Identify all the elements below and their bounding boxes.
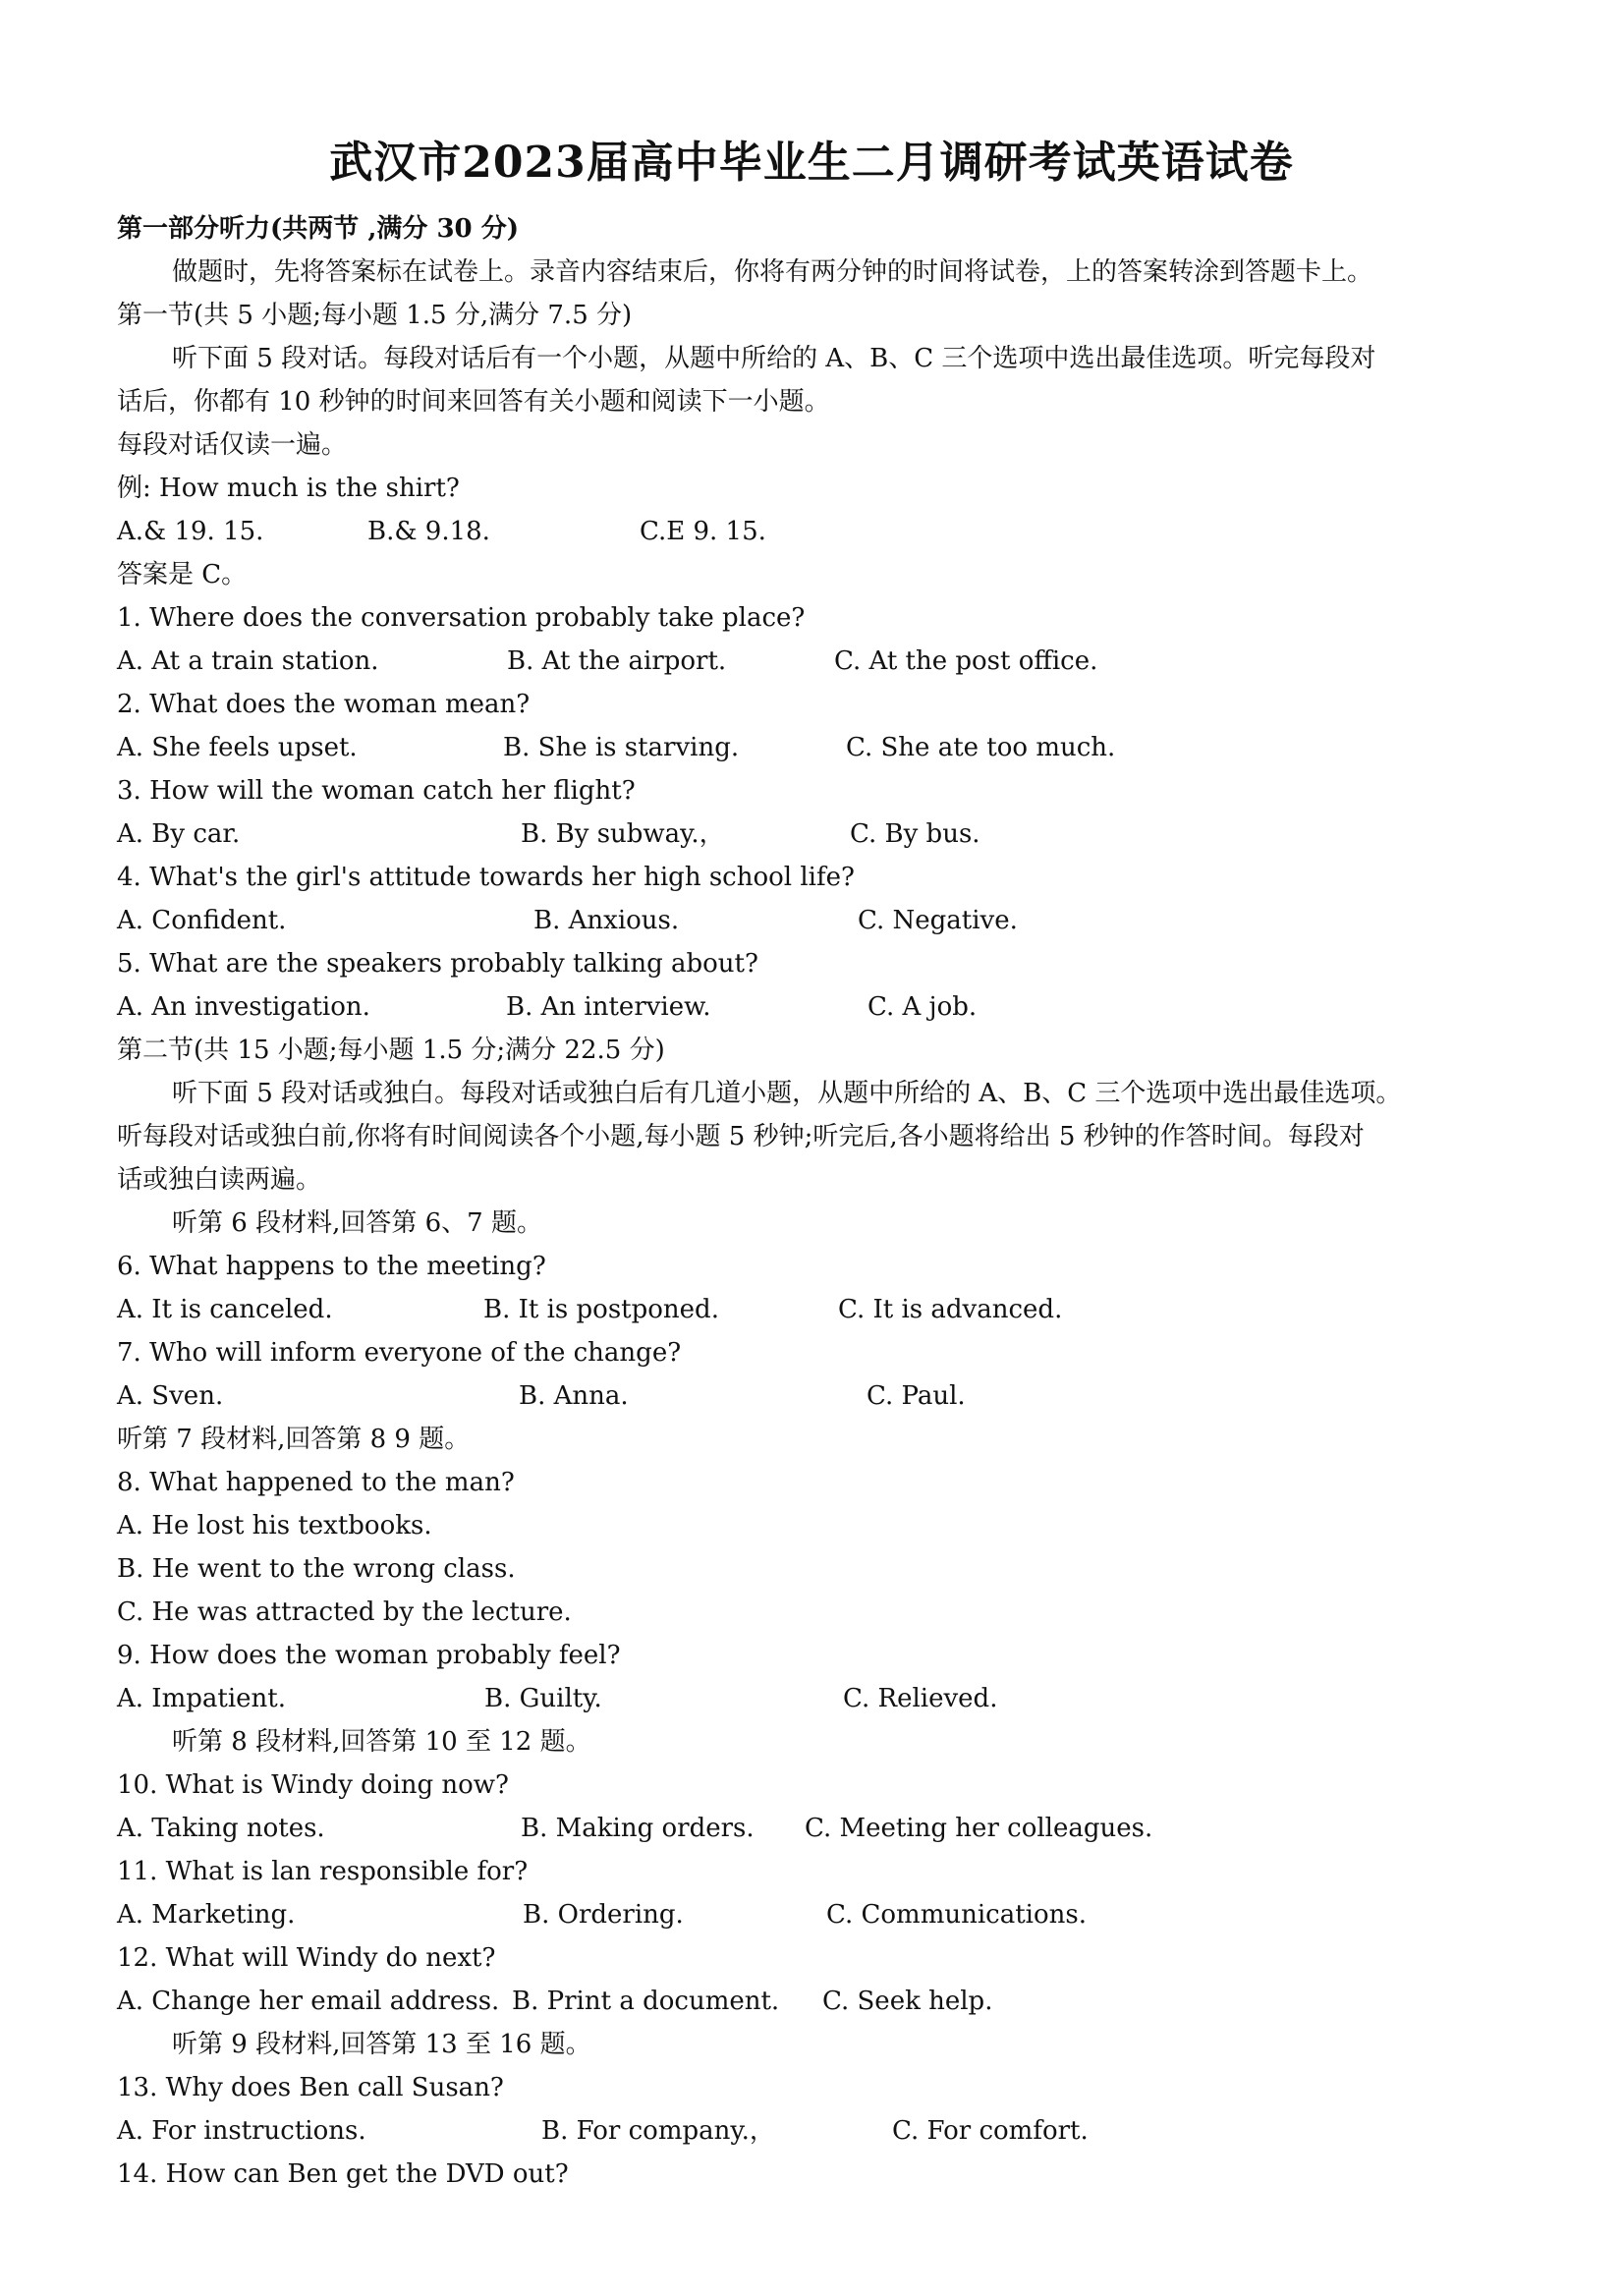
option-b: B. Print a document. — [512, 1987, 780, 2016]
material-7-note: 听第 7 段材料,回答第 8 9 题。 — [117, 1425, 471, 1454]
option-c: C. By bus. — [850, 819, 980, 849]
question-7: 7. Who will inform everyone of the change? — [117, 1338, 682, 1368]
question-14: 14. How can Ben get the DVD out? — [117, 2159, 569, 2189]
section2-instruction-line2: 听每段对话或独白前,你将有时间阅读各个小题,每小题 5 秒钟;听完后,各小题将给出 5 秒钟的作答时间。每段对 — [117, 1122, 1365, 1151]
option-a: A. Taking notes. — [117, 1814, 325, 1843]
option-b: B. It is postponed. — [483, 1295, 719, 1324]
option-a: A. An investigation. — [117, 992, 370, 1022]
question-6: 6. What happens to the meeting? — [117, 1252, 546, 1281]
option-a: A. Sven. — [117, 1381, 224, 1411]
question-4: 4. What's the girl's attitude towards her high school life? — [117, 863, 855, 892]
question-2: 2. What does the woman mean? — [117, 690, 531, 719]
option-a: A. At a train station. — [117, 646, 379, 676]
option-a: A. Impatient. — [117, 1684, 286, 1713]
question-11-options — [117, 1893, 1525, 1936]
option-b: B. An interview. — [506, 992, 711, 1022]
option-c: C. It is advanced. — [838, 1295, 1063, 1324]
option-b: B. He went to the wrong class. — [117, 1554, 516, 1584]
option-c: C. Seek help. — [822, 1987, 993, 2016]
question-9: 9. How does the woman probably feel? — [117, 1641, 621, 1670]
question-6-options — [117, 1288, 1525, 1331]
option-b: B. For company.， — [541, 2116, 775, 2146]
section2-instruction-line1: 听下面 5 段对话或独白。每段对话或独白后有几道小题，从题中所给的 A、B、C 三个选项中选出最佳选项。 — [172, 1079, 1402, 1108]
option-b: B. Anna. — [519, 1381, 629, 1411]
option-b: B. She is starving. — [503, 733, 740, 762]
section1-instruction-line2: 话后，你都有 10 秒钟的时间来回答有关小题和阅读下一小题。 — [117, 387, 830, 417]
option-b: B. Ordering. — [523, 1900, 684, 1930]
section2-heading: 第二节(共 15 小题;每小题 1.5 分;满分 22.5 分) — [117, 1036, 665, 1065]
question-12-options — [117, 1980, 1525, 2023]
section1-instruction-line1: 听下面 5 段对话。每段对话后有一个小题，从题中所给的 A、B、C 三个选项中选出最佳选项。听完每段对 — [172, 344, 1376, 373]
question-1: 1. Where does the conversation probably take place? — [117, 603, 806, 633]
option-b: B. Making orders. — [521, 1814, 755, 1843]
option-a: A. She feels upset. — [117, 733, 358, 762]
option-c: C. A job. — [867, 992, 978, 1022]
part1-heading: 第一部分听力(共两节 ,满分 30 分) — [117, 214, 519, 244]
question-11: 11. What is lan responsible for? — [117, 1857, 529, 1886]
option-c: C. Paul. — [867, 1381, 966, 1411]
question-4-options — [117, 899, 1525, 942]
exam-title: 武汉市2023届高中毕业生二月调研考试英语试卷 — [329, 138, 1294, 188]
option-a: A. He lost his textbooks. — [117, 1511, 432, 1540]
section1-heading: 第一节(共 5 小题;每小题 1.5 分,满分 7.5 分) — [117, 301, 633, 330]
question-13-options — [117, 2109, 1525, 2153]
material-8-note: 听第 8 段材料,回答第 10 至 12 题。 — [172, 1727, 591, 1757]
option-c: C. He was attracted by the lecture. — [117, 1597, 572, 1627]
option-c: C. Relieved. — [843, 1684, 998, 1713]
option-a: A. Marketing. — [117, 1900, 296, 1930]
question-9-options — [117, 1677, 1525, 1720]
option-c: C. She ate too much. — [846, 733, 1116, 762]
example-answer: 答案是 C。 — [117, 560, 248, 589]
example-options — [117, 510, 1525, 553]
example-option-b: B.& 9.18. — [367, 517, 490, 546]
option-c: C. Negative. — [858, 906, 1018, 935]
question-3: 3. How will the woman catch her flight? — [117, 776, 636, 806]
option-a: A. It is canceled. — [117, 1295, 333, 1324]
option-b: B. Anxious. — [533, 906, 680, 935]
example-option-c: C.E 9. 15. — [640, 517, 766, 546]
question-2-options — [117, 726, 1525, 769]
option-c: C. Communications. — [826, 1900, 1087, 1930]
question-8: 8. What happened to the man? — [117, 1468, 515, 1497]
question-5-options — [117, 985, 1525, 1029]
option-c: C. At the post office. — [834, 646, 1098, 676]
option-a: A. For instructions. — [117, 2116, 366, 2146]
option-a: A. Change her email address. — [117, 1987, 500, 2016]
option-a: A. By car. — [117, 819, 241, 849]
option-c: C. Meeting her colleagues. — [805, 1814, 1153, 1843]
question-7-options — [117, 1374, 1525, 1418]
question-12: 12. What will Windy do next? — [117, 1943, 496, 1973]
material-6-note: 听第 6 段材料,回答第 6、7 题。 — [172, 1208, 542, 1238]
example-question: 例: How much is the shirt? — [117, 474, 460, 503]
option-b: B. Guilty. — [484, 1684, 602, 1713]
option-b: B. By subway.， — [521, 819, 725, 849]
question-1-options — [117, 640, 1525, 683]
question-10-options — [117, 1807, 1525, 1850]
question-3-options — [117, 812, 1525, 856]
option-c: C. For comfort. — [892, 2116, 1089, 2146]
option-a: A. Confident. — [117, 906, 287, 935]
question-10: 10. What is Windy doing now? — [117, 1770, 510, 1800]
material-9-note: 听第 9 段材料,回答第 13 至 16 题。 — [172, 2030, 591, 2059]
question-5: 5. What are the speakers probably talking about? — [117, 949, 758, 979]
section2-instruction-line3: 话或独白读两遍。 — [117, 1165, 322, 1195]
example-option-a: A.& 19. 15. — [117, 517, 264, 546]
part1-instruction: 做题时，先将答案标在试卷上。录音内容结束后，你将有两分钟的时间将试卷，上的答案转涂到答题卡上。 — [172, 257, 1373, 287]
question-13: 13. Why does Ben call Susan? — [117, 2073, 504, 2102]
option-b: B. At the airport. — [507, 646, 727, 676]
section1-instruction-line3: 每段对话仅读一遍。 — [117, 430, 348, 460]
